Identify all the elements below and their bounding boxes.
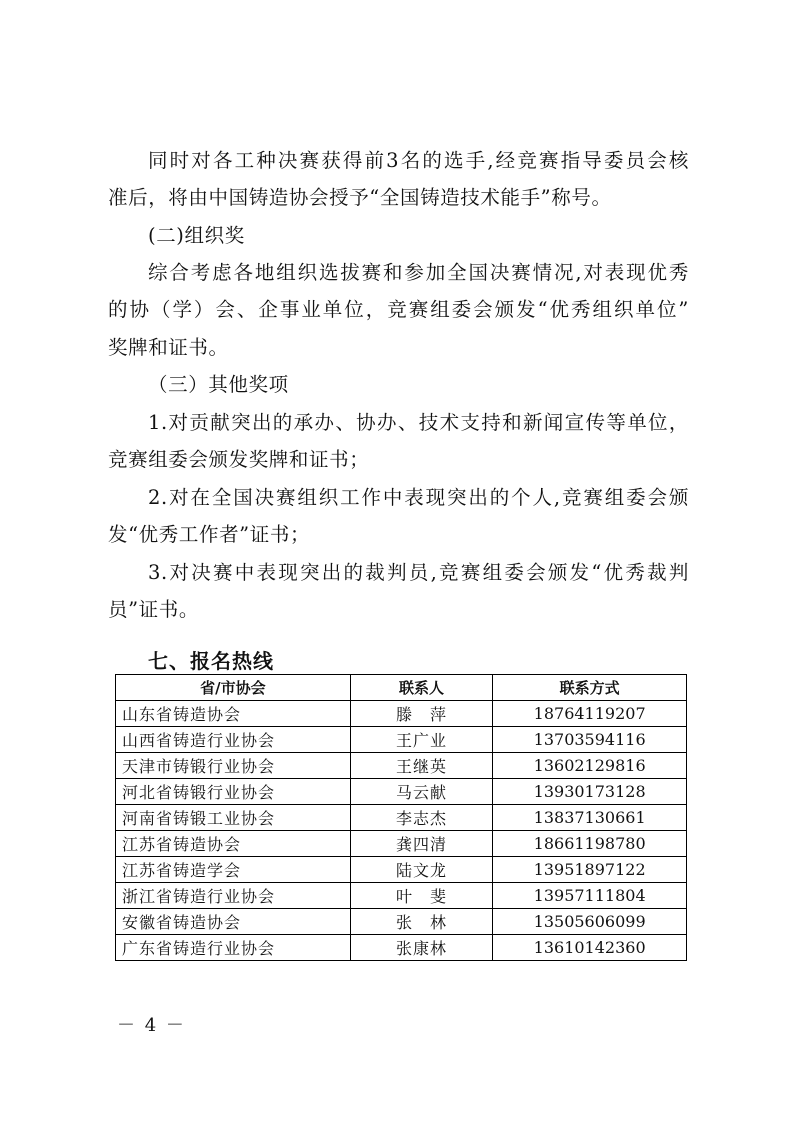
paragraph-line: 发“优秀工作者”证书；	[108, 523, 311, 546]
contact-person-cell: 王继英	[350, 753, 493, 779]
phone-cell: 18764119207	[493, 701, 687, 727]
section-title-registration-hotline: 七、报名热线	[148, 649, 274, 673]
association-cell: 山西省铸造行业协会	[116, 727, 351, 753]
phone-cell: 13837130661	[493, 805, 687, 831]
phone-cell: 13703594116	[493, 727, 687, 753]
header-contact-person: 联系人	[350, 675, 493, 701]
phone-cell: 13505606099	[493, 909, 687, 935]
phone-cell: 13951897122	[493, 857, 687, 883]
paragraph-line: 同时对各工种决赛获得前3名的选手,经竞赛指导委员会核	[148, 149, 689, 172]
paragraph-line: 竞赛组委会颁发奖牌和证书；	[108, 448, 370, 471]
header-association: 省/市协会	[116, 675, 351, 701]
table-row	[116, 935, 687, 961]
contact-person-cell: 滕 萍	[350, 701, 493, 727]
contact-person-cell: 李志杰	[350, 805, 493, 831]
phone-cell: 13610142360	[493, 935, 687, 961]
paragraph-line: 准后，将由中国铸造协会授予“全国铸造技术能手”称号。	[108, 186, 612, 209]
paragraph-line: 综合考虑各地组织选拔赛和参加全国决赛情况,对表现优秀	[148, 261, 689, 284]
association-cell: 天津市铸锻行业协会	[116, 753, 351, 779]
phone-cell: 18661198780	[493, 831, 687, 857]
table-row	[116, 883, 687, 909]
table-row	[116, 701, 687, 727]
phone-cell: 13930173128	[493, 779, 687, 805]
contact-person-cell: 马云献	[350, 779, 493, 805]
phone-cell: 13957111804	[493, 883, 687, 909]
paragraph-line: 员”证书。	[108, 598, 199, 621]
contact-table	[115, 674, 687, 961]
paragraph-line: 奖牌和证书。	[108, 336, 229, 359]
table-row	[116, 857, 687, 883]
association-cell: 江苏省铸造学会	[116, 857, 351, 883]
phone-cell: 13602129816	[493, 753, 687, 779]
table-row	[116, 753, 687, 779]
association-cell: 江苏省铸造协会	[116, 831, 351, 857]
page-number: － 4 －	[117, 1015, 186, 1036]
paragraph-line: 3.对决赛中表现突出的裁判员,竞赛组委会颁发“优秀裁判	[148, 561, 689, 584]
table-header-row	[116, 675, 687, 701]
association-cell: 浙江省铸造行业协会	[116, 883, 351, 909]
contact-person-cell: 张 林	[350, 909, 493, 935]
contact-person-cell: 陆文龙	[350, 857, 493, 883]
paragraph-line: 的协（学）会、企事业单位，竞赛组委会颁发“优秀组织单位”	[108, 298, 689, 321]
header-contact-method: 联系方式	[493, 675, 687, 701]
subheading-organization-award: (二)组织奖	[148, 224, 245, 247]
table-row	[116, 805, 687, 831]
table-row	[116, 727, 687, 753]
association-cell: 河南省铸锻工业协会	[116, 805, 351, 831]
contact-person-cell: 王广业	[350, 727, 493, 753]
paragraph-line: 1.对贡献突出的承办、协办、技术支持和新闻宣传等单位，	[148, 411, 689, 434]
association-cell: 山东省铸造协会	[116, 701, 351, 727]
table-row	[116, 779, 687, 805]
association-cell: 广东省铸造行业协会	[116, 935, 351, 961]
contact-person-cell: 张康林	[350, 935, 493, 961]
table-row	[116, 831, 687, 857]
association-cell: 安徽省铸造协会	[116, 909, 351, 935]
contact-person-cell: 叶 斐	[350, 883, 493, 909]
association-cell: 河北省铸锻行业协会	[116, 779, 351, 805]
paragraph-line: 2.对在全国决赛组织工作中表现突出的个人,竞赛组委会颁	[148, 486, 689, 509]
subheading-other-awards: （三）其他奖项	[148, 373, 289, 396]
table-row	[116, 909, 687, 935]
contact-person-cell: 龚四清	[350, 831, 493, 857]
